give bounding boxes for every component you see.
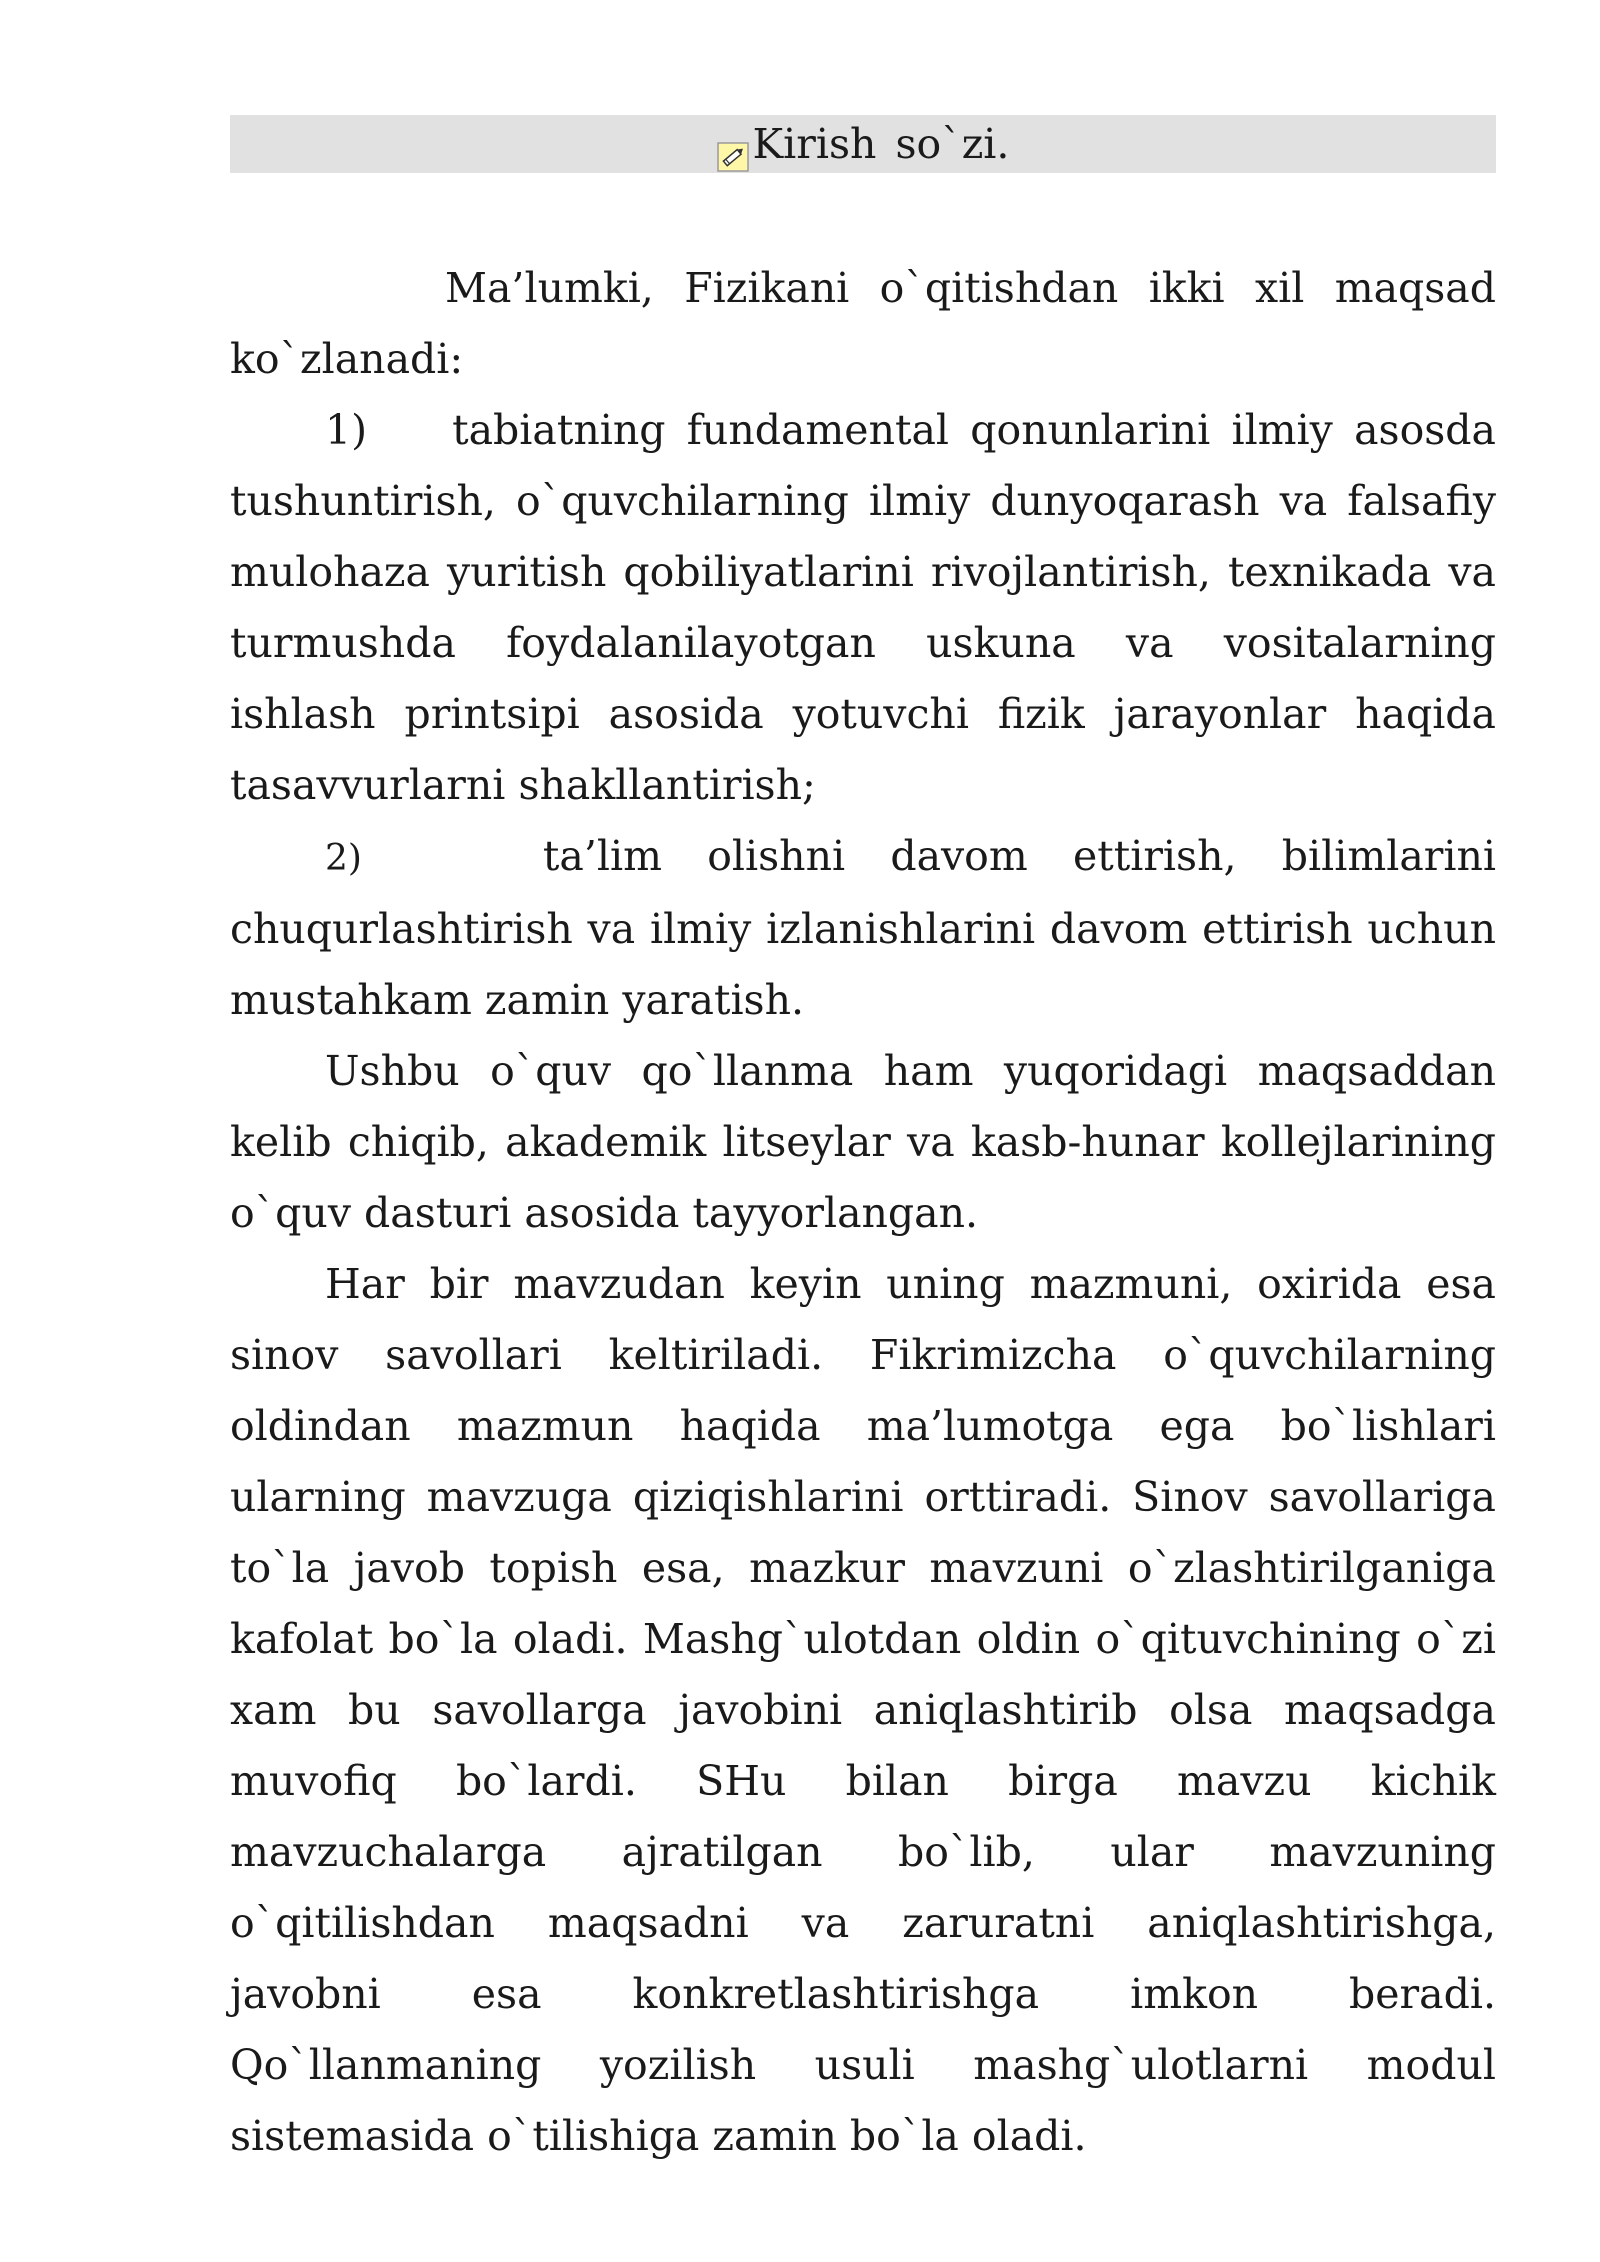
section-heading [230,115,1496,173]
list-item-number: 1) [325,406,368,454]
list-item-1 [230,395,1496,821]
section-title: Kirish so`zi. [752,120,1010,168]
pencil-icon [717,129,749,159]
intro-paragraph: Ma’lumki, Fizikani o`qitishdan ikki xil maqsad ko`zlanadi: [230,264,1496,383]
list-item-2 [230,821,1496,1036]
list-item-number: 2) [325,838,362,879]
body-text [230,253,1496,2172]
document-page [230,115,1496,2172]
paragraph-har-bir: Har bir mavzudan keyin uning mazmuni, oxirida esa sinov savollari keltiriladi. Fikrimizcha o`quvchilarning oldindan mazmun haqida ma’lumotga ega bo`lishlari ularning mavzuga qiziqishlarini orttiradi. Sinov savollariga to`la javob topish esa, mazkur mavzuni o`zlashtirilganiga kafolat bo`la oladi. Mashg`ulotdan oldin o`qituvchining o`zi xam bu savollarga javobini aniqlashtirib olsa maqsadga muvofiq bo`lardi. SHu bilan birga mavzu kichik mavzuchalarga ajratilgan bo`lib, ular mavzuning o`qitilishdan maqsadni va zaruratni aniqlashtirishga, javobni esa konkretlashtirishga imkon beradi. Qo`llanmaning yozilish usuli mashg`ulotlarni modul sistemasida o`tilishiga zamin bo`la oladi. [230,1260,1496,2160]
paragraph-ushbu: Ushbu o`quv qo`llanma ham yuqoridagi maqsaddan kelib chiqib, akademik litseylar va kasb-hunar kollejlarining o`quv dasturi asosida tayyorlangan. [230,1047,1496,1237]
list-item-text: ta’lim olishni davom ettirish, bilimlarini chuqurlashtirish va ilmiy izlanishlarini davom ettirish uchun mustahkam zamin yaratish. [230,832,1496,1024]
list-item-text: tabiatning fundamental qonunlarini ilmiy asosda tushuntirish, o`quvchilarning ilmiy dunyoqarash va falsafiy mulohaza yuritish qobiliyatlarini rivojlantirish, texnikada va turmushda foydalanilayotgan uskuna va vositalarning ishlash printsipi asosida yotuvchi fizik jarayonlar haqida tasavvurlarni shakllantirish; [230,406,1496,809]
